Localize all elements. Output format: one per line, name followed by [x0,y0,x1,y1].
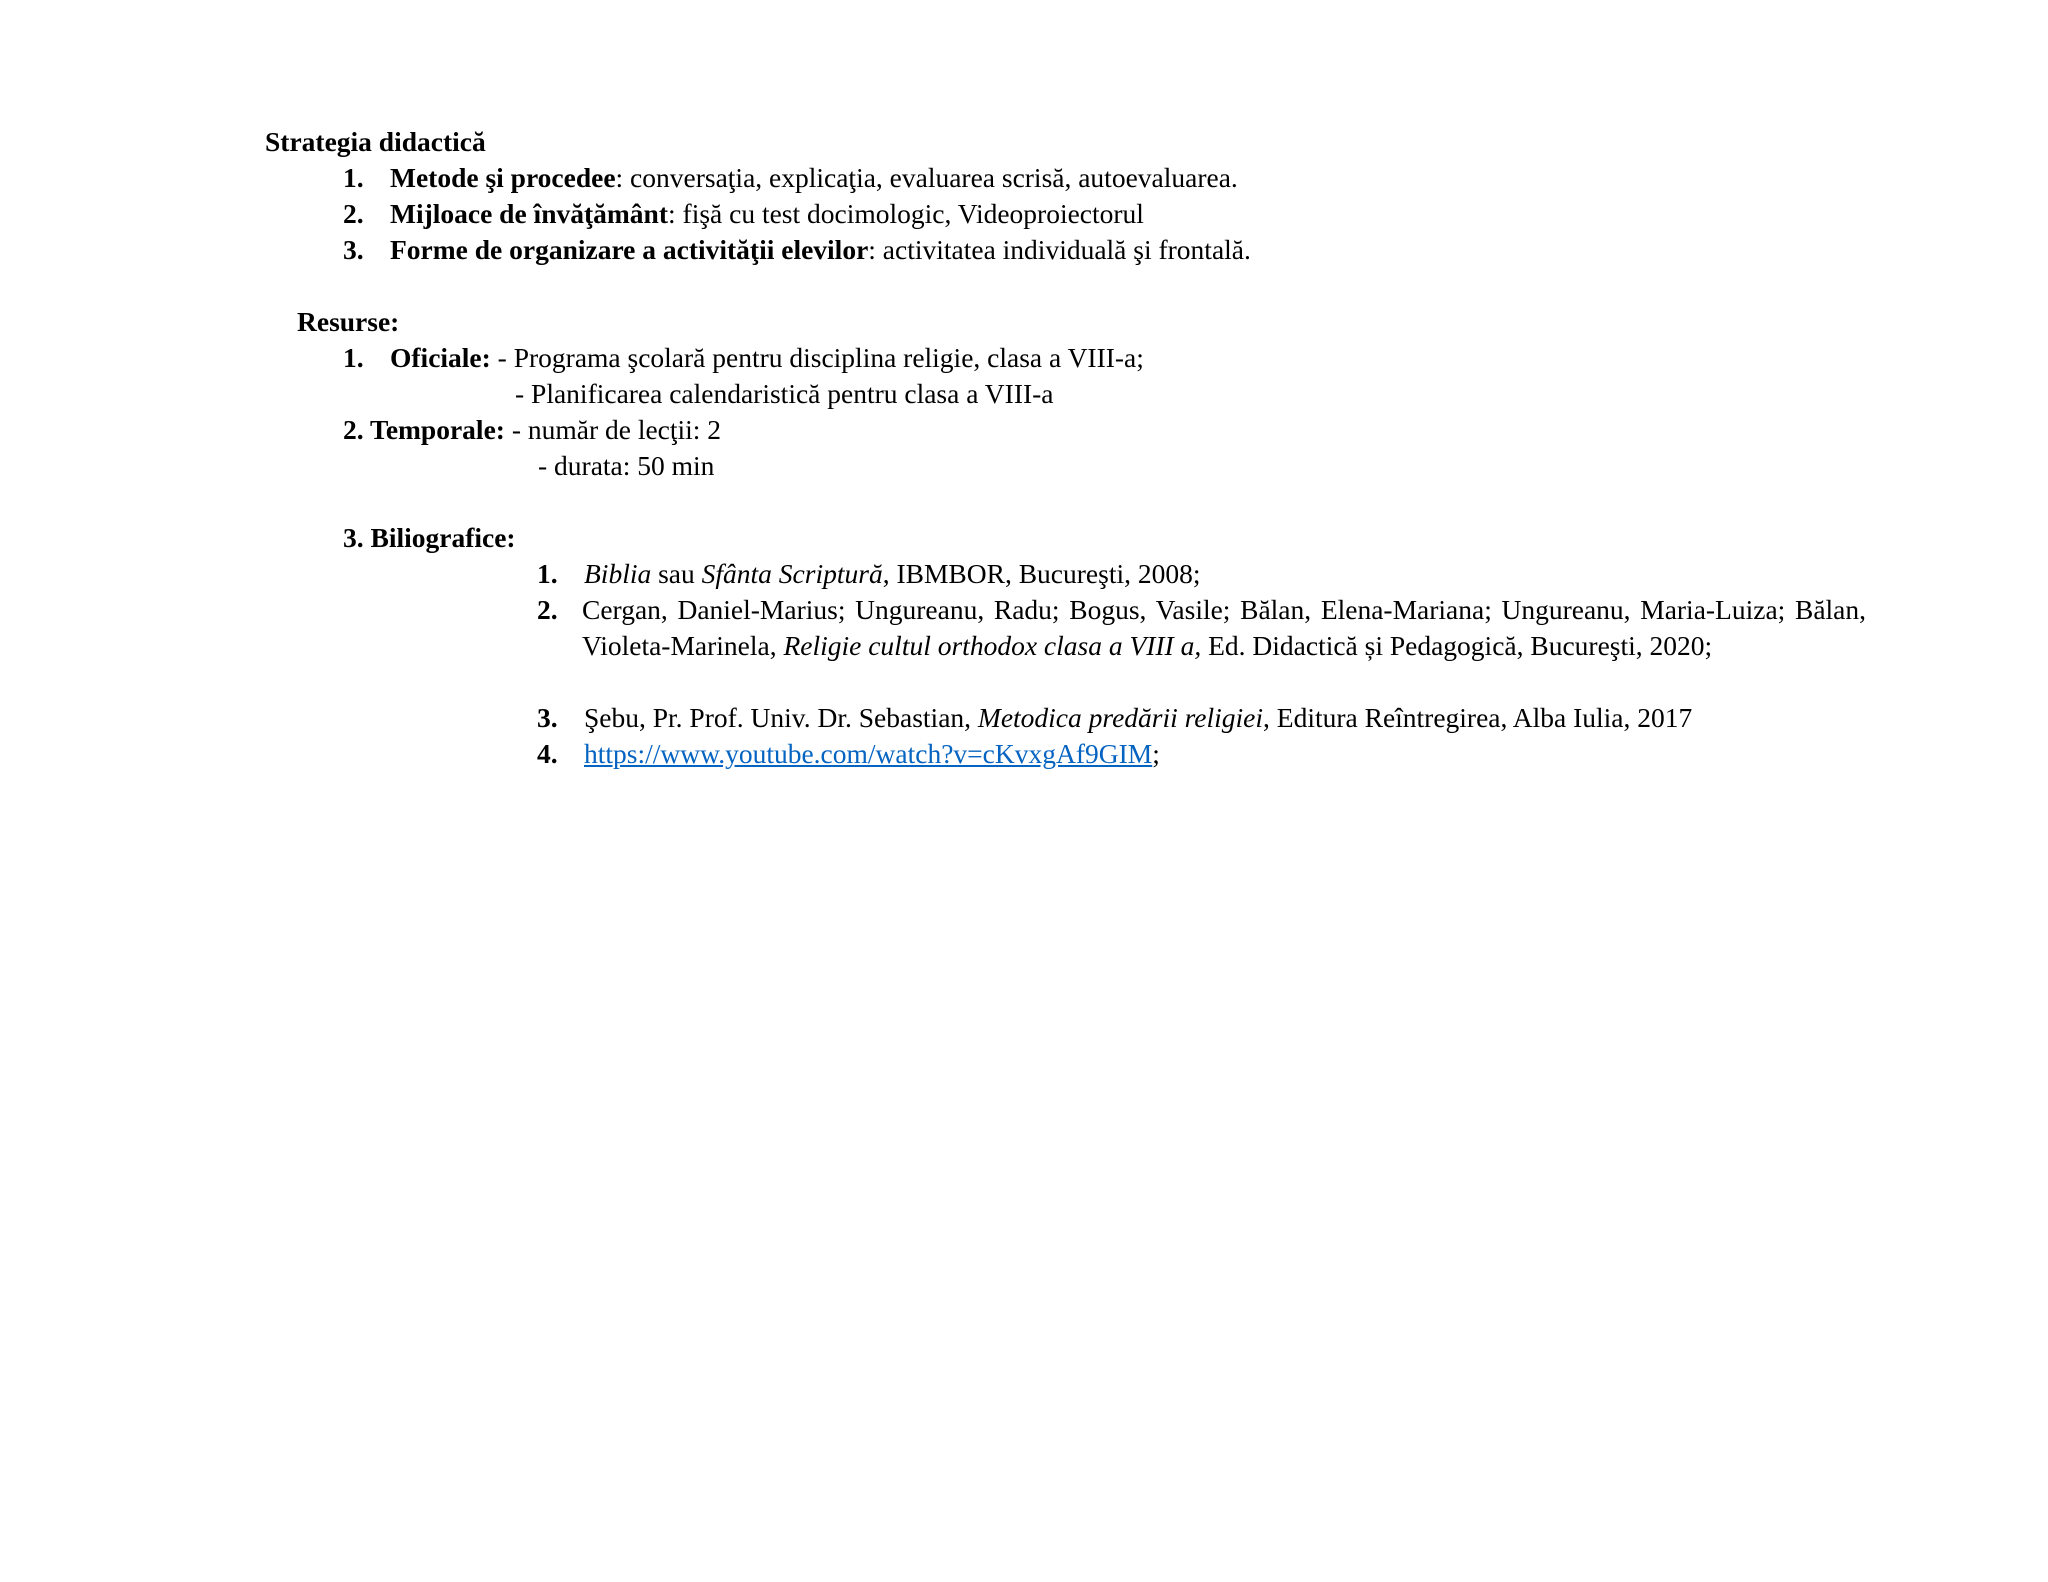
strategy-item-1 [343,160,1238,196]
resources-official [343,340,1144,376]
item-label: Forme de organizare a activităţii elevilor [390,234,869,265]
item-number: 1. [343,162,364,193]
resources-title: Resurse: [297,306,400,337]
bib-title-2: Sfânta Scriptură [701,558,883,589]
item-number: 3. [537,702,558,733]
official-label: Oficiale: [390,342,491,373]
bib-text: , IBMBOR, Bucureşti, 2008; [882,558,1201,589]
strategy-item-3 [343,232,1251,268]
bib-item-2 [582,592,1866,664]
bib-title: Religie cultul orthodox clasa a VIII a, [783,630,1202,661]
item-number: 4. [537,738,558,769]
item-text: : activitatea individuală şi frontală. [868,234,1251,265]
bib-item-1 [584,556,1200,592]
item-text: : conversaţia, explicaţia, evaluarea scrisă, autoevaluarea. [615,162,1238,193]
bib-text: Ed. Didactică și Pedagogică, Bucureşti, 2020; [1201,630,1713,661]
youtube-link[interactable]: https://www.youtube.com/watch?v=cKvxgAf9GIM [584,738,1153,769]
item-number: 1. [537,558,558,589]
bib-authors: Şebu, Pr. Prof. Univ. Dr. Sebastian, [584,702,978,733]
bib-text: , Editura Reîntregirea, Alba Iulia, 2017 [1263,702,1693,733]
temporal-label: 2. Temporale: [343,414,505,445]
bib-number-1 [537,556,558,592]
bib-text: ; [1152,738,1160,769]
bib-number-3 [537,700,558,736]
temporal-line-1: - număr de lecţii: 2 [504,414,722,445]
bibliographic-label: 3. Biliografice: [343,522,516,553]
bib-title: Biblia [584,558,652,589]
bib-text: sau [651,558,702,589]
bib-item-4 [584,736,1160,772]
item-number: 2. [343,198,364,229]
bib-number-2 [537,592,558,628]
item-text: : fişă cu test docimologic, Videoproiectorul [668,198,1144,229]
item-number: 2. [537,594,558,625]
bib-item-3 [584,700,1692,736]
strategy-title: Strategia didactică [265,126,486,157]
official-line-1: - Programa şcolară pentru disciplina religie, clasa a VIII-a; [490,342,1144,373]
strategy-item-2 [343,196,1144,232]
resources-temporal [343,412,721,448]
official-line-2: - Planificarea calendaristică pentru clasa a VIII-a [515,378,1054,409]
bib-number-4 [537,736,558,772]
item-label: Metode şi procedee [390,162,616,193]
item-label: Mijloace de învăţământ [390,198,669,229]
bib-authors: Cergan, Daniel-Marius; Ungureanu, Radu; Bogus, Vasile; Bălan, Elena-Mariana; Ungureanu, Maria-Luiza; Bălan, Violeta-Marinela, [582,594,1866,661]
bib-title: Metodica predării religiei [977,702,1264,733]
item-number: 3. [343,234,364,265]
temporal-line-2: - durata: 50 min [538,450,715,481]
item-number: 1. [343,342,364,373]
